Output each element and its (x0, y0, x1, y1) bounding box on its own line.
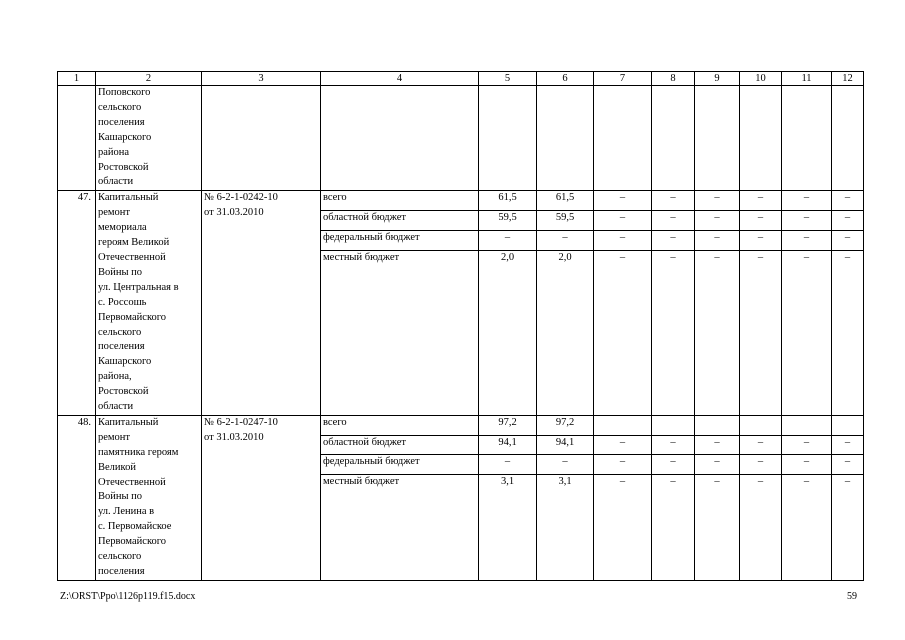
value-cell: 61,5 (479, 191, 537, 211)
value-cell (832, 415, 864, 435)
value-cell: 2,0 (537, 250, 594, 415)
value-cell: – (479, 455, 537, 475)
empty-cell (537, 86, 594, 191)
text-line: от 31.03.2010 (204, 207, 264, 219)
file-path: Z:\ORST\Ppo\1126p119.f15.docx (60, 591, 196, 602)
text-line: Ростовской (98, 161, 149, 173)
empty-cell (321, 86, 479, 191)
text-line: Кашарского (98, 356, 152, 368)
col-header: 1 (58, 72, 96, 86)
value-cell: – (832, 231, 864, 251)
value-cell: – (832, 191, 864, 211)
text-line: Поповского (98, 87, 151, 98)
value-cell: – (652, 455, 695, 475)
value-cell (594, 415, 652, 435)
text-line: Первомайского (98, 311, 167, 323)
col-header: 12 (832, 72, 864, 86)
value-cell: – (740, 231, 782, 251)
value-cell: 59,5 (537, 211, 594, 231)
funding-source-label: всего (321, 415, 479, 435)
value-cell: – (537, 455, 594, 475)
text-line: № 6-2-1-0242-10 (204, 192, 278, 204)
value-cell: – (695, 191, 740, 211)
value-cell: – (740, 455, 782, 475)
value-cell: – (695, 435, 740, 455)
text-line: памятника героям (98, 446, 179, 458)
value-cell: – (695, 455, 740, 475)
funding-source-label: федеральный бюджет (321, 231, 479, 251)
text-line: мемориала (98, 222, 147, 234)
value-cell: – (594, 474, 652, 580)
col-header: 10 (740, 72, 782, 86)
value-cell: – (594, 435, 652, 455)
value-cell: – (740, 435, 782, 455)
object-name-cell (96, 191, 202, 416)
text-line: ул. Ленина в (98, 506, 155, 518)
table-row (58, 191, 864, 211)
value-cell: – (782, 455, 832, 475)
value-cell: – (740, 250, 782, 415)
col-header: 6 (537, 72, 594, 86)
text-line: Первомайского (98, 536, 167, 548)
text-line: Войны по (98, 491, 143, 503)
text-line: с. Россошь (98, 296, 147, 308)
value-cell: – (594, 211, 652, 231)
text-line: сельского (98, 551, 142, 563)
text-line: района, (98, 371, 132, 383)
value-cell: – (537, 231, 594, 251)
value-cell: – (652, 191, 695, 211)
value-cell: – (695, 231, 740, 251)
text-line: Отечественной (98, 251, 166, 263)
value-cell: – (652, 231, 695, 251)
funding-source-label: федеральный бюджет (321, 455, 479, 475)
funding-source-label: местный бюджет (321, 250, 479, 415)
text-line: Ростовской (98, 386, 149, 398)
value-cell: – (782, 435, 832, 455)
text-line: ул. Центральная в (98, 281, 179, 293)
document-cell (202, 415, 321, 580)
value-cell: – (594, 455, 652, 475)
text-line: Капитальный (98, 192, 159, 204)
value-cell: – (740, 191, 782, 211)
value-cell: 97,2 (479, 415, 537, 435)
text-line: сельского (98, 326, 142, 338)
text-line: героям Великой (98, 237, 170, 249)
empty-cell (652, 86, 695, 191)
value-cell: – (479, 231, 537, 251)
page-number: 59 (847, 591, 857, 602)
value-cell: 94,1 (537, 435, 594, 455)
value-cell (782, 415, 832, 435)
col-header: 7 (594, 72, 652, 86)
text-line: района (98, 146, 130, 158)
empty-cell (202, 86, 321, 191)
value-cell: – (652, 474, 695, 580)
text-line: с. Первомайское (98, 521, 172, 533)
header-row (58, 72, 864, 86)
funding-source-label: областной бюджет (321, 211, 479, 231)
value-cell: – (782, 191, 832, 211)
value-cell: – (740, 211, 782, 231)
value-cell: 3,1 (537, 474, 594, 580)
budget-table (57, 71, 864, 581)
value-cell: – (594, 231, 652, 251)
object-name-cell (96, 86, 202, 191)
value-cell: – (832, 455, 864, 475)
text-line: поселения (98, 566, 145, 577)
object-name-cell (96, 415, 202, 580)
value-cell: 94,1 (479, 435, 537, 455)
value-cell: – (832, 435, 864, 455)
value-cell: – (832, 250, 864, 415)
col-header: 8 (652, 72, 695, 86)
empty-cell (832, 86, 864, 191)
value-cell: – (594, 250, 652, 415)
empty-cell (479, 86, 537, 191)
text-line: Кашарского (98, 131, 152, 143)
text-line: поселения (98, 341, 145, 353)
value-cell (740, 415, 782, 435)
text-line: Капитальный (98, 416, 159, 428)
empty-cell (740, 86, 782, 191)
text-line: ремонт (98, 431, 131, 443)
value-cell: – (782, 211, 832, 231)
col-header: 4 (321, 72, 479, 86)
value-cell: 59,5 (479, 211, 537, 231)
col-header: 11 (782, 72, 832, 86)
col-header: 3 (202, 72, 321, 86)
col-header: 9 (695, 72, 740, 86)
empty-cell (594, 86, 652, 191)
value-cell: – (782, 250, 832, 415)
table-row (58, 86, 864, 191)
col-header: 5 (479, 72, 537, 86)
row-number-cell (58, 86, 96, 191)
funding-source-label: всего (321, 191, 479, 211)
value-cell: 3,1 (479, 474, 537, 580)
value-cell: – (652, 435, 695, 455)
document-cell (202, 191, 321, 416)
value-cell: – (832, 474, 864, 580)
value-cell: 61,5 (537, 191, 594, 211)
value-cell: – (740, 474, 782, 580)
funding-source-label: местный бюджет (321, 474, 479, 580)
value-cell: 97,2 (537, 415, 594, 435)
value-cell: – (695, 250, 740, 415)
row-number-cell: 48. (58, 415, 96, 580)
text-line: от 31.03.2010 (204, 431, 264, 443)
value-cell: – (652, 250, 695, 415)
text-line: поселения (98, 116, 145, 128)
text-line: № 6-2-1-0247-10 (204, 416, 278, 428)
empty-cell (695, 86, 740, 191)
value-cell: – (695, 211, 740, 231)
value-cell (652, 415, 695, 435)
value-cell: – (782, 474, 832, 580)
table-row (58, 415, 864, 435)
text-line: сельского (98, 101, 142, 113)
value-cell (695, 415, 740, 435)
value-cell: – (832, 211, 864, 231)
value-cell: – (695, 474, 740, 580)
text-line: области (98, 176, 134, 188)
empty-cell (782, 86, 832, 191)
row-number-cell: 47. (58, 191, 96, 416)
value-cell: – (652, 211, 695, 231)
value-cell: 2,0 (479, 250, 537, 415)
text-line: области (98, 401, 134, 413)
value-cell: – (782, 231, 832, 251)
col-header: 2 (96, 72, 202, 86)
text-line: Отечественной (98, 476, 166, 488)
text-line: ремонт (98, 207, 131, 219)
text-line: Великой (98, 461, 136, 473)
text-line: Войны по (98, 266, 143, 278)
funding-source-label: областной бюджет (321, 435, 479, 455)
value-cell: – (594, 191, 652, 211)
